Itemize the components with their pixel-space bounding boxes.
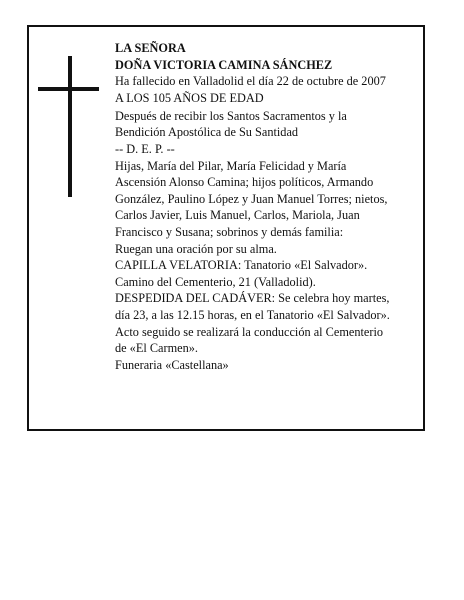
- title-heading: LA SEÑORA: [115, 41, 186, 55]
- chapel-line-2: Camino del Cementerio, 21 (Valladolid).: [115, 274, 316, 289]
- prayer-line: Ruegan una oración por su alma.: [115, 241, 277, 256]
- cross-icon-crossbar: [38, 87, 99, 91]
- cross-icon: [68, 56, 72, 197]
- obituary-text: [115, 40, 421, 373]
- age-statement: A LOS 105 AÑOS DE EDAD: [115, 90, 264, 105]
- family-line-3: González, Paulino López y Juan Manuel Torres; nietos,: [115, 191, 388, 206]
- chapel-line-1: CAPILLA VELATORIA: Tanatorio «El Salvador».: [115, 258, 368, 273]
- obituary-notice: [27, 25, 425, 431]
- deceased-name: DOÑA VICTORIA CAMINA SÁNCHEZ: [115, 57, 333, 72]
- sacraments-line-2: Bendición Apostólica de Su Santidad: [115, 125, 299, 140]
- family-line-1: Hijas, María del Pilar, María Felicidad y María: [115, 158, 347, 173]
- family-line-5: Francisco y Susana; sobrinos y demás familia:: [115, 225, 344, 240]
- rip-line: -- D. E. P. --: [115, 142, 175, 157]
- farewell-line-1: DESPEDIDA DEL CADÁVER: Se celebra hoy martes,: [115, 291, 390, 306]
- family-line-4: Carlos Javier, Luis Manuel, Carlos, Mariola, Juan: [115, 208, 360, 223]
- farewell-line-3: Acto seguido se realizará la conducción al Cementerio: [115, 324, 384, 339]
- farewell-line-2: día 23, a las 12.15 horas, en el Tanatorio «El Salvador».: [115, 308, 390, 322]
- family-line-2: Ascensión Alonso Camina; hijos políticos, Armando: [115, 175, 374, 190]
- farewell-line-4: de «El Carmen».: [115, 341, 198, 356]
- funeral-home: Funeraria «Castellana»: [115, 357, 229, 372]
- sacraments-line-1: Después de recibir los Santos Sacramentos y la: [115, 108, 347, 123]
- death-statement: Ha fallecido en Valladolid el día 22 de octubre de 2007: [115, 74, 386, 89]
